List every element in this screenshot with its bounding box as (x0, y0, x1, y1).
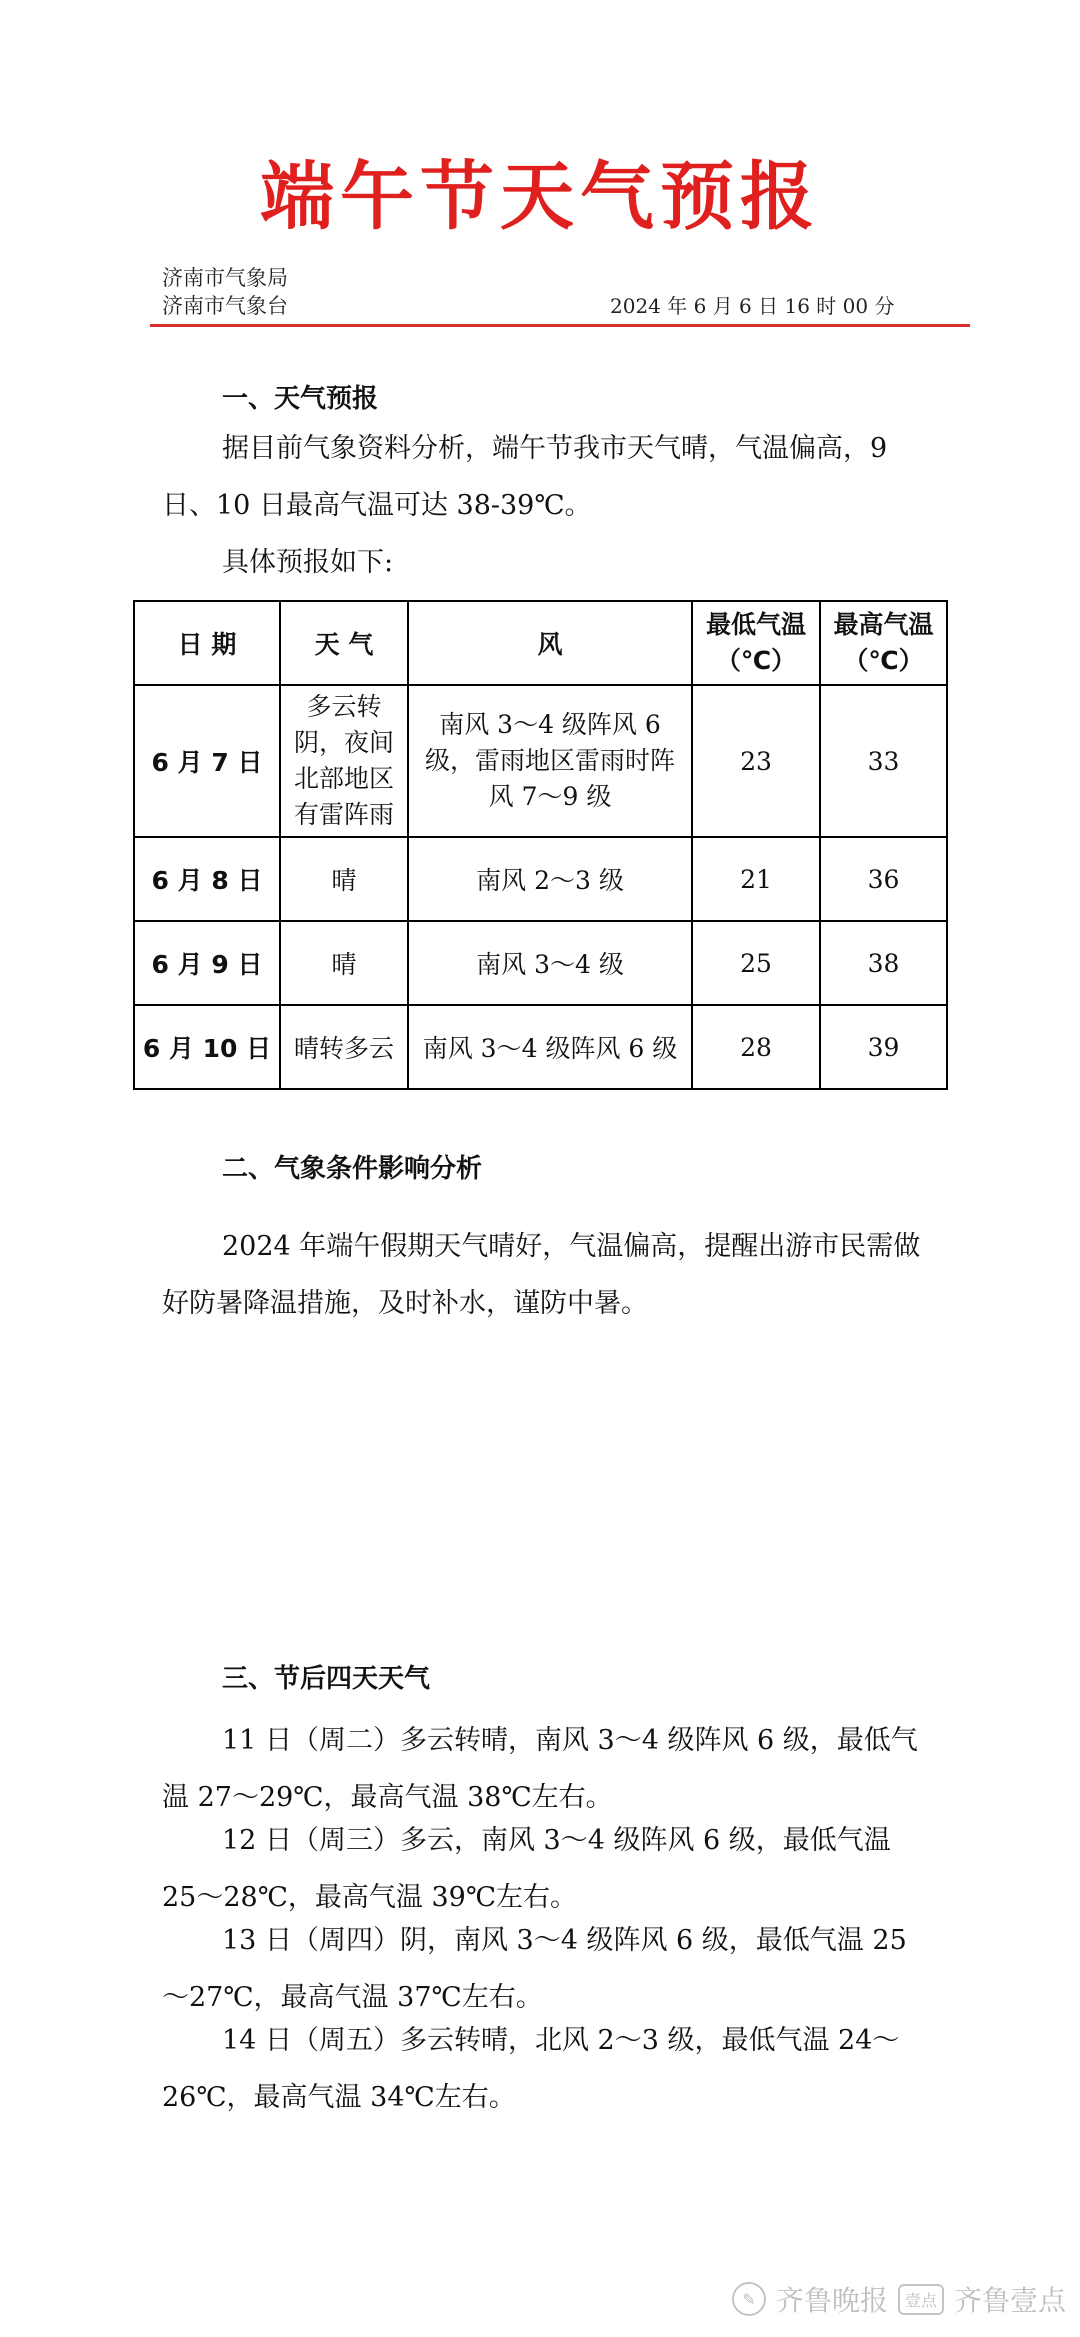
issuer-observatory: 济南市气象台 (162, 294, 288, 318)
wm-badge: 壹点 (898, 2284, 944, 2315)
row-low: 25 (692, 921, 820, 1005)
row-wind: 南风 3～4 级 (408, 921, 692, 1005)
row-low: 23 (692, 685, 820, 837)
issuer-bureau: 济南市气象局 (162, 266, 288, 290)
row-wind: 南风 3～4 级阵风 6 级 (408, 1005, 692, 1089)
row-low: 21 (692, 837, 820, 921)
row-weather: 晴 (280, 921, 408, 1005)
row-weather: 晴 (280, 837, 408, 921)
row-date: 6 月 8 日 (134, 837, 280, 921)
header-high-temp: 最高气温（℃） (820, 601, 947, 685)
wm-brand-left: 齐鲁晚报 (775, 2284, 888, 2317)
section2-paragraph: 2024 年端午假期天气晴好，气温偏高，提醒出游市民需做好防暑降温措施，及时补水，谨防中暑。 (162, 1231, 921, 1319)
section3-item: 14 日（周五）多云转晴，北风 2～3 级，最低气温 24～26℃，最高气温 34℃左右。 (162, 2025, 900, 2113)
forecast-table (133, 600, 948, 1090)
row-high: 38 (820, 921, 947, 1005)
section3-heading: 三、节后四天天气 (222, 1664, 431, 1694)
row-date: 6 月 10 日 (134, 1005, 280, 1089)
row-high: 39 (820, 1005, 947, 1089)
table-header-row (134, 601, 947, 685)
table-row (134, 685, 947, 837)
table-row (134, 837, 947, 921)
row-low: 28 (692, 1005, 820, 1089)
section3-item: 13 日（周四）阴，南风 3～4 级阵风 6 级，最低气温 25～27℃，最高气温 37℃左右。 (162, 1925, 907, 2013)
row-date: 6 月 9 日 (134, 921, 280, 1005)
header-wind: 风 (408, 601, 692, 685)
header-divider (150, 324, 970, 327)
row-wind: 南风 3～4 级阵风 6 级，雷雨地区雷雨时阵风 7～9 级 (408, 685, 692, 837)
document-title: 端午节天气预报 (260, 154, 820, 240)
row-weather: 多云转阴，夜间北部地区有雷阵雨 (280, 685, 408, 837)
row-high: 36 (820, 837, 947, 921)
section3-item: 12 日（周三）多云，南风 3～4 级阵风 6 级，最低气温 25～28℃，最高气温 39℃左右。 (162, 1825, 891, 1913)
section1-paragraph: 据目前气象资料分析，端午节我市天气晴，气温偏高，9 日、10 日最高气温可达 38-39℃。 (162, 433, 888, 521)
header-date: 日 期 (134, 601, 280, 685)
row-date: 6 月 7 日 (134, 685, 280, 837)
issue-time: 2024 年 6 月 6 日 16 时 00 分 (610, 294, 895, 318)
section3-item: 11 日（周二）多云转晴，南风 3～4 级阵风 6 级，最低气温 27～29℃，最高气温 38℃左右。 (162, 1725, 918, 1813)
section2-heading: 二、气象条件影响分析 (222, 1154, 483, 1184)
wm-logo-icon: ✎ (732, 2282, 766, 2316)
row-wind: 南风 2～3 级 (408, 837, 692, 921)
header-weather: 天 气 (280, 601, 408, 685)
section1-heading: 一、天气预报 (222, 384, 379, 414)
table-row (134, 921, 947, 1005)
row-high: 33 (820, 685, 947, 837)
watermark (732, 2279, 1066, 2319)
row-weather: 晴转多云 (280, 1005, 408, 1089)
wm-brand-right: 齐鲁壹点 (953, 2284, 1066, 2317)
header-low-temp: 最低气温（℃） (692, 601, 820, 685)
table-row (134, 1005, 947, 1089)
section1-intro: 具体预报如下: (222, 547, 394, 578)
